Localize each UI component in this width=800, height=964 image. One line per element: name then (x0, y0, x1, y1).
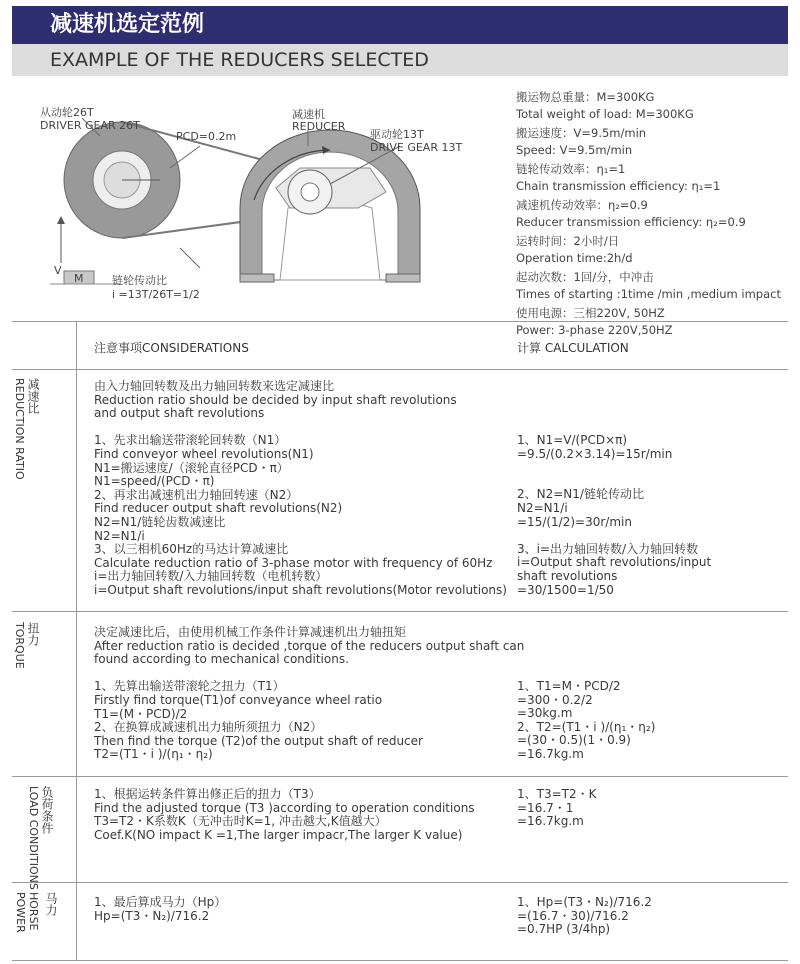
pcd-label: PCD=0.2m (176, 130, 237, 143)
text-line: =0.7HP (3/4hp) (517, 922, 611, 937)
text-line: 2、N2=N1/链轮传动比 (517, 487, 644, 502)
parameter-en: Chain transmission efficiency: η₁=1 (516, 179, 721, 193)
text-line: 1、N1=V/(PCD×π) (517, 433, 628, 447)
driver-gear-label-en: DRIVER GEAR 26T (40, 119, 140, 132)
column-header-calculation: 计算 CALCULATION (517, 341, 629, 355)
text-line: 1、先算出输送带滚轮之扭力（T1） (94, 679, 285, 694)
parameter-en: Speed: V=9.5m/min (516, 143, 633, 157)
parameter-cn: 链轮传动效率：η₁=1 (516, 162, 626, 176)
text-line: N2=N1/i (517, 500, 568, 515)
reducer-label-en: REDUCER (292, 120, 346, 133)
torque-considerations (94, 626, 524, 762)
torque-side-label-en: TORQUE (13, 622, 26, 669)
text-line: Reduction ratio should be decided by input shaft revolutions (94, 392, 457, 407)
parameter-en: Times of starting :1time /min ,medium impact (516, 287, 781, 301)
text-line: =30kg.m (517, 706, 573, 721)
text-line: N2=N1/链轮齿数减速比 (94, 514, 226, 529)
power-side-label-en: HORSE POWER (14, 892, 40, 933)
text-line: 1、先求出输送带滚轮回转数（N1） (94, 433, 287, 448)
text-line: 3、i=出力轴回转数/入力轴回转数 (517, 541, 699, 556)
text-line: Hp=(T3・N₂)/716.2 (94, 908, 210, 923)
text-line: and output shaft revolutions (94, 406, 265, 421)
page-subtitle: EXAMPLE OF THE REDUCERS SELECTED (12, 44, 788, 76)
drive-gear-label-cn: 驱动轮13T (370, 128, 424, 141)
parameter-cn: 搬运物总重量：M=300KG (516, 90, 655, 104)
text-line: shaft revolutions (517, 568, 618, 583)
parameter-en: Operation time:2h/d (516, 251, 633, 265)
text-line: =30/1500=1/50 (517, 582, 614, 597)
text-line: Find conveyor wheel revolutions(N1) (94, 446, 314, 461)
text-line: 3、以三相机60Hz的马达计算减速比 (94, 542, 289, 557)
text-line: 2、在换算成减速机出力轴所须扭力（N2） (94, 720, 323, 735)
text-line (517, 529, 711, 543)
reduction-considerations (94, 380, 507, 598)
divider (12, 776, 788, 777)
text-line: =(16.7・30)/716.2 (517, 908, 629, 923)
text-line: 1、根据运转条件算出修正后的扭力（T3） (94, 787, 321, 801)
text-line: 1、T3=T2・K (517, 787, 597, 801)
text-line: T3=T2・K系数K（无冲击时K=1, 冲击越大,K值越大） (94, 814, 387, 829)
mass-label: M (74, 272, 84, 285)
text-line: Calculate reduction ratio of 3-phase motor with frequency of 60Hz (94, 555, 493, 570)
torque-side-label-cn: 扭力 (26, 622, 40, 646)
text-line: 2、再求出减速机出力轴回转速（N2） (94, 487, 299, 502)
text-line: Firstly find torque(T1)of conveyance wheel ratio (94, 692, 383, 707)
parameter-cn: 减速机传动效率：η₂=0.9 (516, 198, 648, 212)
parameter-en: Reducer transmission efficiency: η₂=0.9 (516, 215, 746, 229)
velocity-label: V (54, 264, 62, 277)
text-line: N1=speed/(PCD・π) (94, 474, 215, 489)
reduction-side-label-en: REDUCTION RATIO (13, 378, 26, 480)
divider (12, 882, 788, 883)
parameter-cn: 搬运速度：V=9.5m/min (516, 126, 647, 140)
text-line: =16.7kg.m (517, 814, 584, 829)
divider (12, 611, 788, 612)
divider (12, 369, 788, 370)
text-line: T1=(M・PCD)/2 (94, 706, 188, 721)
text-line: =(30・0.5)(1・0.9) (517, 733, 631, 748)
text-line: Find the adjusted torque (T3 )according to operation conditions (94, 800, 475, 815)
text-line: 由入力轴回转数及出力轴回转数来选定减速比 (94, 379, 335, 393)
text-line: i=出力轴回转数/入力轴回转数（电机转数） (94, 569, 328, 584)
text-line: N1=搬运速度/（滚轮直径PCD・π） (94, 460, 289, 475)
page-title: 减速机选定范例 (12, 6, 788, 44)
reduction-side-label-cn: 减速比 (26, 378, 40, 414)
reduction-calculation (517, 434, 711, 597)
parameter-cn: 运转时间：2小时/日 (516, 234, 620, 248)
reducer-diagram (40, 88, 500, 318)
text-line: N2=N1/i (94, 528, 145, 543)
power-calculation (517, 896, 652, 937)
text-line: 1、最后算成马力（Hp） (94, 895, 227, 909)
text-line: i=Output shaft revolutions/input (517, 555, 712, 570)
divider (12, 321, 788, 322)
parameter-cn: 起动次数：1回/分，中冲击 (516, 270, 654, 284)
text-line: =300・0.2/2 (517, 692, 593, 707)
text-line: 1、Hp=(T3・N₂)/716.2 (517, 895, 652, 909)
text-line: Find reducer output shaft revolutions(N2) (94, 501, 343, 516)
text-line: =9.5/(0.2×3.14)=15r/min (517, 446, 673, 461)
load-calculation (517, 788, 597, 829)
parameter-en: Total weight of load: M=300KG (516, 107, 694, 121)
chain-ratio-label-cn: 链轮传动比 (112, 274, 167, 287)
text-line: Then find the torque (T2)of the output shaft of reducer (94, 733, 423, 748)
parameter-en: Power: 3-phase 220V,50HZ (516, 323, 673, 337)
text-line: 2、T2=(T1・i )/(η₁・η₂) (517, 719, 656, 734)
load-side-label-cn: 负荷条件 (40, 786, 54, 834)
text-line: =16.7・1 (517, 800, 574, 815)
load-side-label-en: LOAD CONDITIONS (27, 786, 40, 890)
text-line: T2=(T1・i )/(η₁・η₂) (94, 747, 213, 762)
text-line: 决定减速比后，由使用机械工作条件计算减速机出力轴扭矩 (94, 625, 407, 639)
torque-calculation (517, 680, 655, 762)
parameter-cn: 使用电源：三相220V, 50HZ (516, 306, 665, 320)
parameters-list (516, 90, 788, 342)
text-line: After reduction ratio is decided ,torque of the reducers output shaft can (94, 638, 525, 653)
text-line: Coef.K(NO impact K =1,The larger impacr,The larger K value) (94, 827, 463, 842)
chain-ratio-label-en: i =13T/26T=1/2 (112, 288, 200, 301)
text-line: found according to mechanical conditions. (94, 652, 349, 667)
column-header-considerations: 注意事项CONSIDERATIONS (94, 341, 249, 355)
column-divider (76, 321, 77, 960)
divider (12, 960, 788, 961)
drive-gear-label-en: DRIVE GEAR 13T (370, 141, 463, 154)
reducer-label-cn: 减速机 (292, 108, 325, 121)
driver-gear-label-cn: 从动轮26T (40, 106, 94, 119)
load-considerations (94, 788, 475, 842)
text-line: =16.7kg.m (517, 746, 584, 761)
text-line: 1、T1=M・PCD/2 (517, 679, 621, 693)
text-line (517, 461, 711, 475)
text-line: =15/(1/2)=30r/min (517, 514, 632, 529)
text-line: i=Output shaft revolutions/input shaft revolutions(Motor revolutions) (94, 582, 507, 597)
power-considerations (94, 896, 226, 923)
power-side-label-cn: 马力 (44, 892, 58, 916)
